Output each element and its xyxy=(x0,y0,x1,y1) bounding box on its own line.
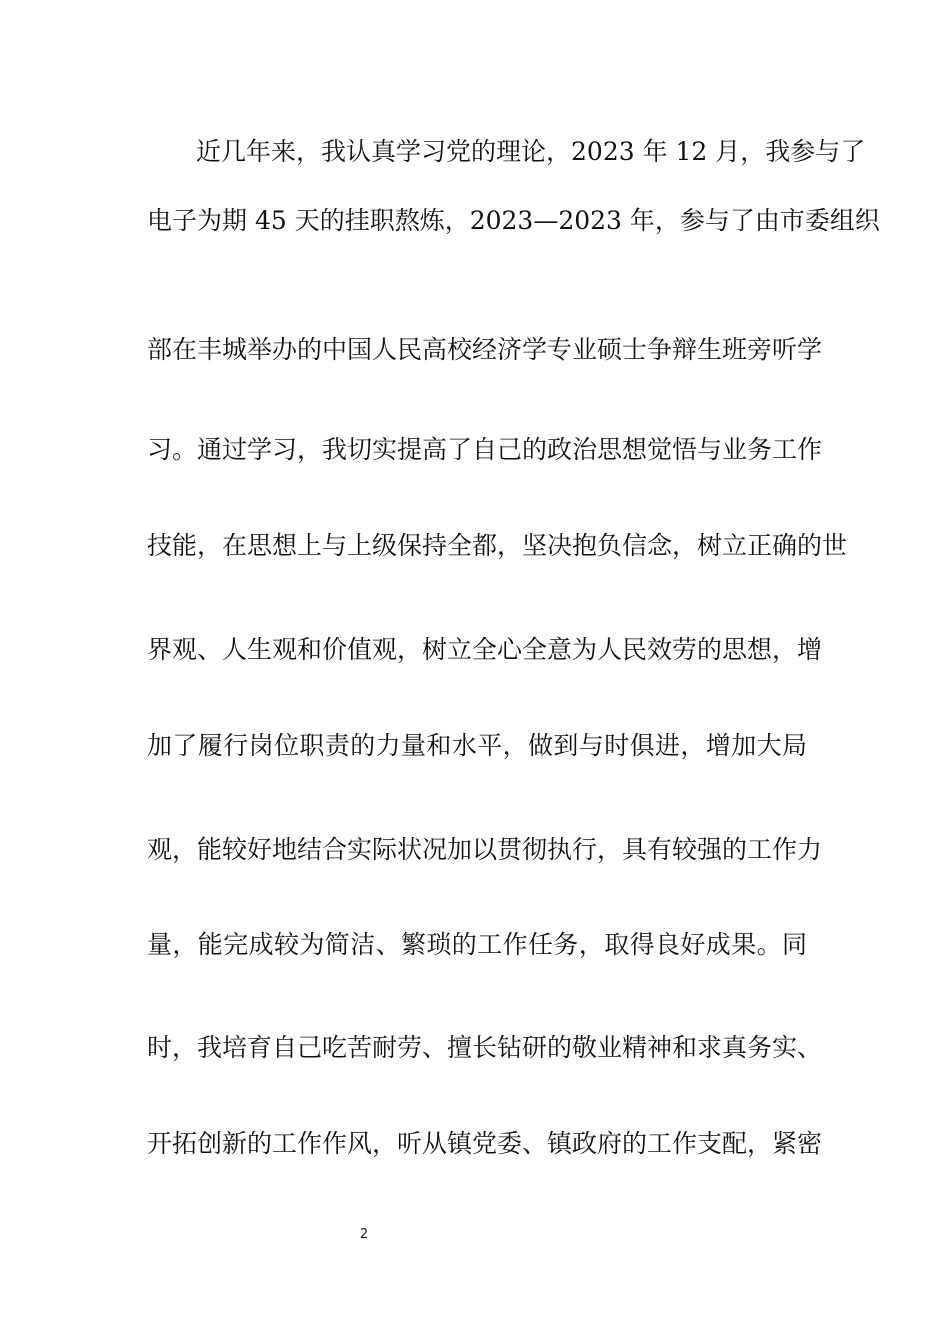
paragraph-line-3: 部在丰城举办的中国人民高校经济学专业硕士争辩生班旁听学 xyxy=(147,335,823,364)
paragraph-line-6: 界观、人生观和价值观，树立全心全意为人民效劳的思想，增 xyxy=(147,635,823,664)
paragraph-line-5: 技能，在思想上与上级保持全都，坚决抱负信念，树立正确的世 xyxy=(147,531,848,560)
paragraph-line-8: 观，能较好地结合实际状况加以贯彻执行，具有较强的工作力 xyxy=(147,835,823,864)
paragraph-line-11: 开拓创新的工作作风，听从镇党委、镇政府的工作支配，紧密 xyxy=(147,1129,823,1158)
paragraph-line-7: 加了履行岗位职责的力量和水平，做到与时俱进，增加大局 xyxy=(147,731,807,760)
paragraph-line-1: 近几年来，我认真学习党的理论，2023 年 12 月，我参与了 xyxy=(196,137,866,166)
paragraph-line-10: 时，我培育自己吃苦耐劳、擅长钻研的敬业精神和求真务实、 xyxy=(147,1033,823,1062)
paragraph-line-9: 量，能完成较为简洁、繁琐的工作任务，取得良好成果。同 xyxy=(147,930,807,959)
paragraph-line-2: 电子为期 45 天的挂职熬炼，2023—2023 年，参与了由市委组织 xyxy=(147,206,880,235)
page-number: 2 xyxy=(359,1227,369,1242)
paragraph-line-4: 习。通过学习，我切实提高了自己的政治思想觉悟与业务工作 xyxy=(147,435,823,464)
